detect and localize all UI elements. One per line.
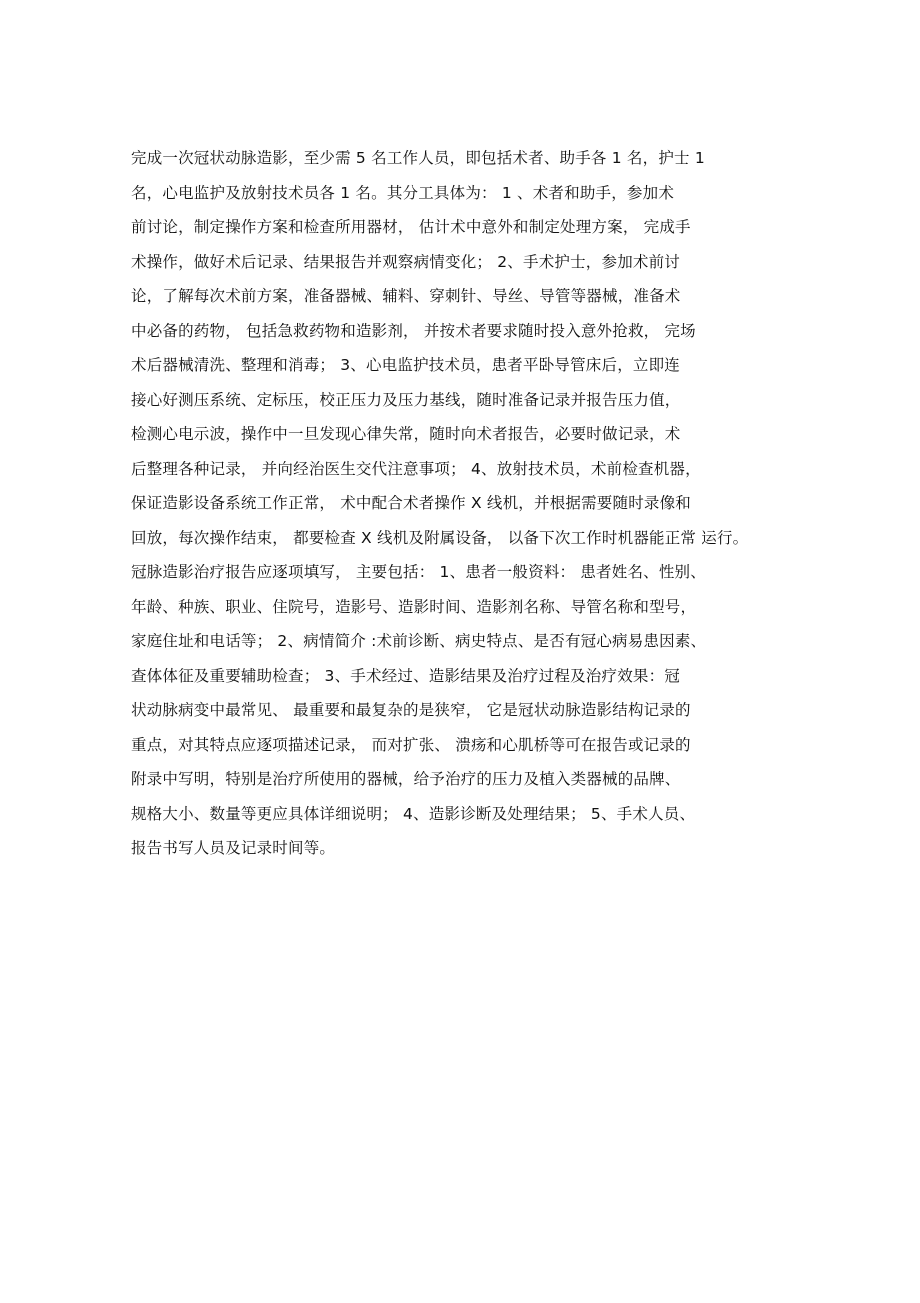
text-line: 查体体征及重要辅助检查； 3、手术经过、造影结果及治疗过程及治疗效果：冠	[131, 666, 680, 685]
text-line: 完成一次冠状动脉造影，至少需 5 名工作人员，即包括术者、助手各 1 名，护士 1	[131, 149, 705, 167]
text-line: 后整理各种记录， 并向经治医生交代注意事项； 4、放射技术员，术前检查机器，	[131, 459, 701, 478]
text-line: 状动脉病变中最常见、 最重要和最复杂的是狭窄， 它是冠状动脉造影结构记录的	[131, 701, 691, 719]
text-line: 规格大小、数量等更应具体详细说明； 4、造影诊断及处理结果； 5、手术人员、	[131, 804, 696, 823]
text-line: 家庭住址和电话等； 2、病情简介 :术前诊断、病史特点、是否有冠心病易患因素、	[131, 632, 707, 650]
text-line: 保证造影设备系统工作正常， 术中配合术者操作 X 线机，并根据需要随时录像和	[131, 494, 692, 512]
text-line: 中必备的药物， 包括急救药物和造影剂， 并按术者要求随时投入意外抢救， 完场	[131, 321, 696, 340]
text-line: 名，心电监护及放射技术员各 1 名。其分工具体为： 1 、术者和助手，参加术	[131, 183, 675, 202]
text-line: 报告书写人员及记录时间等。	[131, 839, 336, 857]
text-line: 前讨论，制定操作方案和检查所用器材， 估计术中意外和制定处理方案， 完成手	[131, 218, 691, 236]
document-body	[131, 141, 791, 866]
text-line: 检测心电示波，操作中一旦发现心律失常，随时向术者报告，必要时做记录，术	[131, 425, 681, 443]
text-line: 回放，每次操作结束， 都要检查 X 线机及附属设备， 以备下次工作时机器能正常 运行。	[131, 528, 749, 547]
text-line: 冠脉造影治疗报告应逐项填写， 主要包括： 1、患者一般资料： 患者姓名、性别、	[131, 563, 706, 581]
text-line: 论，了解每次术前方案，准备器械、辅料、穿刺针、导丝、导管等器械，准备术	[131, 287, 681, 305]
text-line: 附录中写明，特别是治疗所使用的器械，给予治疗的压力及植入类器械的品牌、	[131, 770, 681, 788]
text-line: 术操作，做好术后记录、结果报告并观察病情变化； 2、手术护士，参加术前讨	[131, 252, 680, 271]
text-line: 术后器械清洗、整理和消毒； 3、心电监护技术员，患者平卧导管床后，立即连	[131, 356, 680, 374]
text-line: 年龄、种族、职业、住院号，造影号、造影时间、造影剂名称、导管名称和型号，	[131, 597, 697, 616]
text-line: 接心好测压系统、定标压，校正压力及压力基线，随时准备记录并报告压力值，	[131, 390, 681, 409]
text-line: 重点，对其特点应逐项描述记录， 而对扩张、 溃疡和心肌桥等可在报告或记录的	[131, 735, 691, 754]
